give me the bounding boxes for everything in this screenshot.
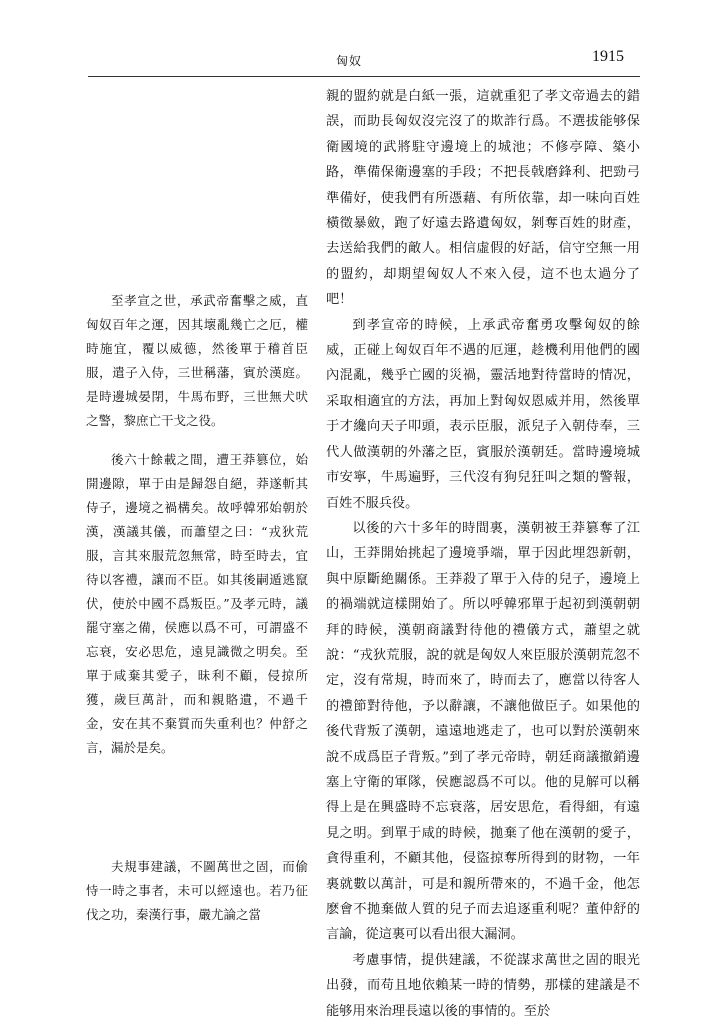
- original-text-paragraph-1: 至孝宣之世，承武帝奮擊之威，直匈奴百年之運，因其壞亂幾亡之厄，權時施宜，覆以威德，然後單于稽首臣服，遣子入侍，三世稱藩，賓於漢庭。是時邊城晏閉，牛馬布野，三世無犬吠之警，黎庶亡干戈之役。: [86, 293, 308, 428]
- original-text-paragraph-3: 夫規事建議，不圖萬世之固，而偷恃一時之事者，未可以經遠也。若乃征伐之功，秦漢行事，嚴尤論之當: [86, 859, 308, 922]
- running-header: [0, 48, 716, 74]
- translation-paragraph-2: 以後的六十多年的時間裏，漢朝被王莽篡奪了江山，王莽開始挑起了邊境爭端，單于因此埋怨新朝，與中原斷絶關係。王莽殺了單于入侍的兒子，邊境上的禍端就這樣開始了。所以呼韓邪單于起初到漢朝朝拜的時候，漢朝商議對待他的禮儀方式，蕭望之就說：“戎狄荒服，說的就是匈奴人來臣服於漢朝荒忽不定，沒有常規，時而來了，時而去了，應當以待客人的禮節對待他，予以辭讓，不讓他做臣子。如果他的後代背叛了漢朝，遠遠地逃走了，也可以對於漢朝來說不成爲臣子背叛。”到了孝元帝時，朝廷商議撤銷邊塞上守衛的軍隊，侯應認爲不可以。他的見解可以稱得上是在興盛時不忘衰落，居安思危，看得細，有遠見之明。到單于咸的時候，拋棄了他在漢朝的愛子，貪得重利，不顧其他，侵盜掠奪所得到的財物，一年裏就數以萬計，可是和親所帶來的，不過千金，他怎麽會不拋棄做人質的兒子而去追逐重利呢？董仲舒的言論，從這裏可以看出很大漏洞。: [326, 520, 640, 943]
- translation-column: [326, 84, 640, 1024]
- header-title: 匈奴: [336, 54, 363, 68]
- header-rule: [88, 76, 640, 77]
- translation-paragraph-continued: 親的盟約就是白紙一張，這就重犯了孝文帝過去的錯誤，而助長匈奴沒完沒了的欺詐行爲。不選拔能够保衛國境的武將駐守邊境上的城池；不修亭障、築小路，準備保衛邊塞的手段；不把長戟磨鋒利、把勁弓準備好，使我們有所憑藉、有所依靠，却一味向百姓橫徵暴斂，跑了好遠去路遺匈奴，剝奪百姓的財產，去送給我們的敵人。相信虛假的好話，信守空無一用的盟約，却期望匈奴人不來入侵，這不也太過分了吧！: [326, 89, 640, 308]
- left-column-block-2: [86, 448, 308, 760]
- page-number: 1915: [592, 48, 624, 65]
- left-column-block-3: [86, 855, 308, 927]
- original-text-paragraph-2: 後六十餘載之間，遭王莽篡位，始開邊隙，單于由是歸怨自絕，莽遂斬其侍子，邊境之禍構矣。故呼韓邪始朝於漢，漢議其儀，而蕭望之曰：“戎狄荒服，言其來服荒忽無常，時至時去，宜待以客禮，讓而不臣。如其後嗣遁逃竄伏，使於中國不爲叛臣。”及孝元時，議罷守塞之備，侯應以爲不可，可謂盛不忘衰，安必思危，遠見識微之明矣。至單于咸棄其愛子，昧利不顧，侵掠所獲，歲巨萬計，而和親賂遺，不過千金，安在其不棄質而失重利也？仲舒之言，漏於是矣。: [86, 452, 308, 755]
- translation-paragraph-3: 考慮事情，提供建議，不從謀求萬世之固的眼光出發，而苟且地依賴某一時的情勢，那樣的建議是不能够用來治理長遠以後的事情的。至於: [326, 952, 640, 1019]
- left-column-block-1: [86, 289, 308, 433]
- translation-paragraph-1: 到孝宣帝的時候，上承武帝奮勇攻擊匈奴的餘威，正碰上匈奴百年不遇的厄運，趁機利用他們的國內混亂，幾乎亡國的災禍，靈活地對待當時的情况，采取相適宜的方法，再加上對匈奴恩威并用，然後單于才纔向天子叩頭，表示臣服，派兒子入朝侍奉，三代人做漢朝的外藩之臣，賓服於漢朝廷。當時邊境城市安寧，牛馬遍野，三代沒有狗兒狂叫之類的警報，百姓不服兵役。: [326, 317, 640, 511]
